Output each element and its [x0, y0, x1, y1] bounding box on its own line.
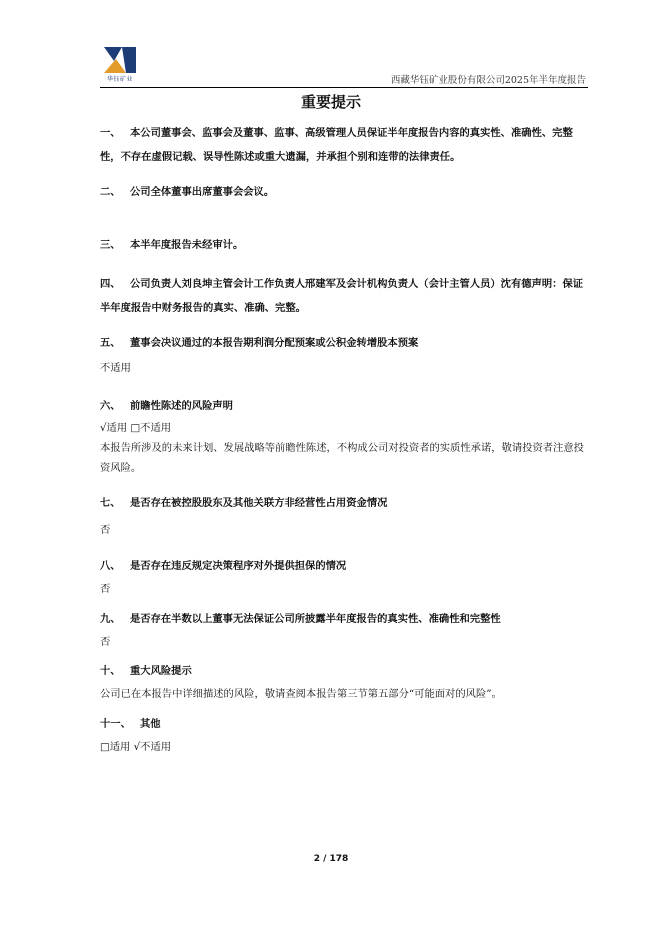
section-heading: 是否存在被控股股东及其他关联方非经营性占用资金情况	[130, 497, 388, 509]
section-number: 八、	[100, 560, 121, 572]
section-number: 一、	[100, 127, 121, 139]
logo-text: 华钰矿业	[106, 76, 133, 83]
section-heading: 公司负责人刘良坤主管会计工作负责人邢建军及会计机构负责人（会计主管人员）沈有德声明：保证半年度报告中财务报告的真实、准确、完整。	[100, 278, 584, 314]
section-body: 不适用	[100, 362, 131, 374]
section-11	[100, 712, 588, 758]
section-heading: 本半年度报告未经审计。	[130, 239, 244, 251]
section-body: 否	[100, 583, 111, 595]
section-number: 四、	[100, 278, 121, 290]
page-number: 2 / 178	[313, 854, 349, 864]
section-2	[100, 180, 588, 204]
section-body: 否	[100, 524, 111, 536]
section-number: 七、	[100, 497, 121, 509]
section-6	[100, 394, 588, 478]
section-8	[100, 554, 588, 600]
section-number: 九、	[100, 613, 121, 625]
header-divider	[100, 87, 588, 88]
section-4	[100, 272, 588, 320]
section-7	[100, 491, 588, 541]
section-number: 三、	[100, 239, 121, 251]
section-3	[100, 233, 588, 257]
applicability-options: □适用 √不适用	[100, 741, 172, 753]
section-heading: 本公司董事会、监事会及董事、监事、高级管理人员保证半年度报告内容的真实性、准确性、完整性，不存在虚假记载、误导性陈述或重大遗漏，并承担个别和连带的法律责任。	[100, 127, 573, 163]
section-number: 五、	[100, 337, 121, 349]
report-header-title: 西藏华钰矿业股份有限公司2025年半年度报告	[390, 75, 586, 86]
section-number: 十、	[100, 665, 121, 677]
section-heading: 是否存在违反规定决策程序对外提供担保的情况	[130, 560, 347, 572]
section-heading: 是否存在半数以上董事无法保证公司所披露半年度报告的真实性、准确性和完整性	[130, 613, 501, 625]
section-heading: 公司全体董事出席董事会会议。	[130, 186, 275, 198]
section-heading: 其他	[140, 718, 161, 730]
section-body: 公司已在本报告中详细描述的风险，敬请查阅本报告第三节第五部分“可能面对的风险”。	[100, 688, 502, 700]
section-9	[100, 607, 588, 653]
section-heading: 重大风险提示	[130, 665, 192, 677]
section-10	[100, 659, 588, 705]
section-heading: 董事会决议通过的本报告期利润分配预案或公积金转增股本预案	[130, 337, 419, 349]
section-number: 二、	[100, 186, 121, 198]
section-1	[100, 121, 588, 169]
section-number: 六、	[100, 400, 121, 412]
section-number: 十一、	[100, 718, 131, 730]
section-5	[100, 331, 588, 379]
section-heading: 前瞻性陈述的风险声明	[130, 400, 233, 412]
applicability-options: √适用 □不适用	[100, 422, 172, 434]
page-title: 重要提示	[300, 93, 361, 111]
section-body: 否	[100, 636, 111, 648]
section-body: 本报告所涉及的未来计划、发展战略等前瞻性陈述，不构成公司对投资者的实质性承诺，敬请投资者注意投资风险。	[100, 442, 584, 474]
